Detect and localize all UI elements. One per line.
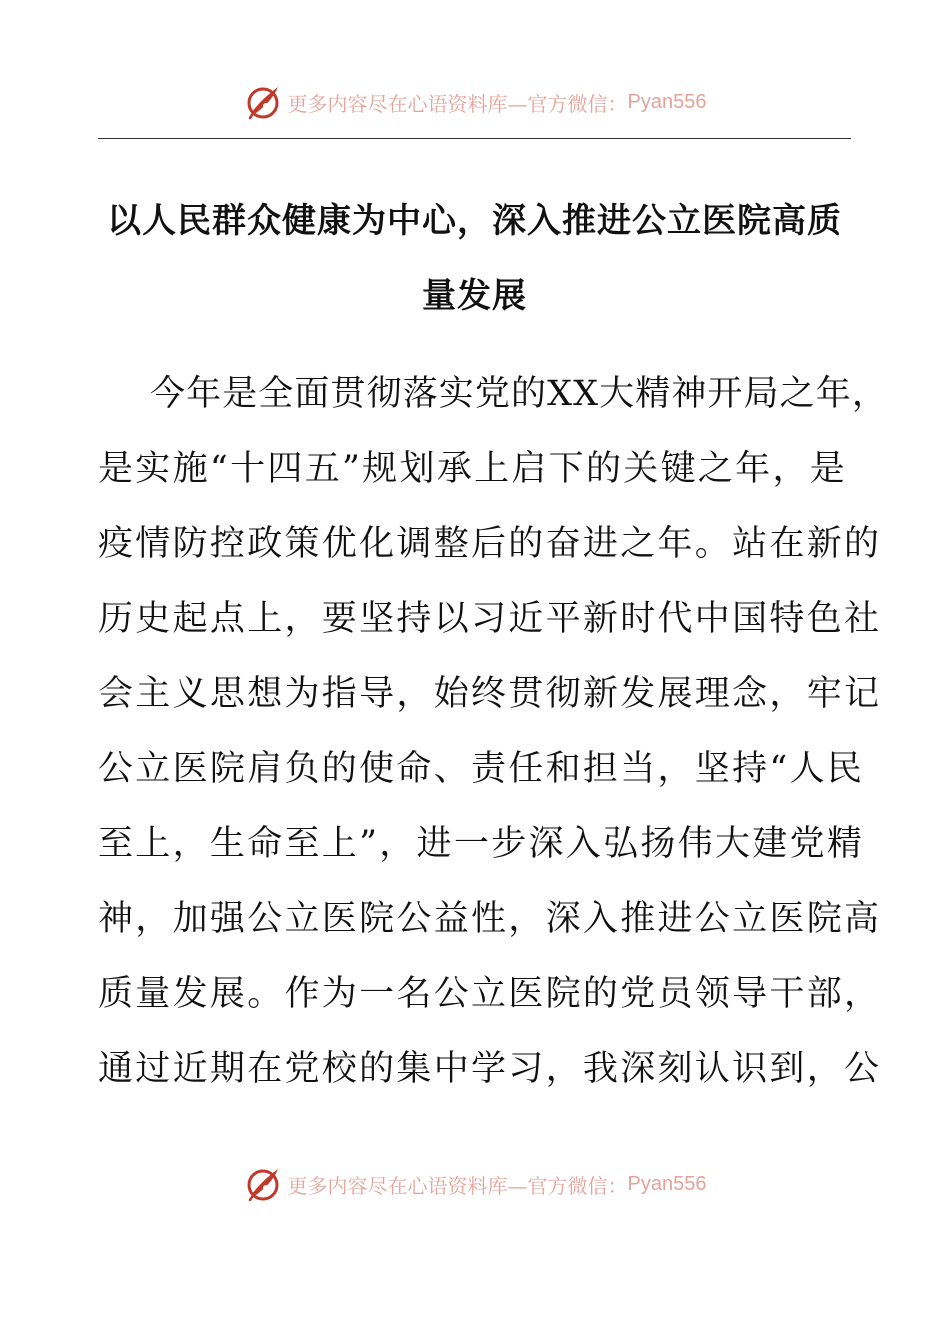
- paragraph-line: 历史起点上，要坚持以习近平新时代中国特色社: [98, 599, 882, 639]
- paragraph-line: 公立医院肩负的使命、责任和担当，坚持“人民: [98, 749, 865, 789]
- quill-pen-logo-icon: [244, 82, 284, 122]
- body-paragraph: [98, 357, 888, 1107]
- watermark-text: 更多内容尽在心语资料库—官方微信：: [287, 91, 628, 116]
- header-watermark: [0, 80, 950, 124]
- paragraph-line: 疫情防控政策优化调整后的奋进之年。站在新的: [98, 524, 882, 564]
- title-line: 量发展: [422, 276, 527, 316]
- watermark-wechat-id: Pyan556: [627, 1172, 707, 1195]
- watermark-wechat-id: Pyan556: [627, 90, 707, 113]
- paragraph-line: 是实施“十四五”规划承上启下的关键之年，是: [98, 449, 848, 489]
- paragraph-line: 会主义思想为指导，始终贯彻新发展理念，牢记: [98, 674, 882, 714]
- paragraph-line: 神，加强公立医院公益性，深入推进公立医院高: [98, 899, 882, 939]
- quill-pen-logo-icon: [244, 1164, 284, 1204]
- header-divider: [98, 138, 851, 139]
- title-line: 以人民群众健康为中心，深入推进公立医院高质: [107, 201, 842, 241]
- paragraph-line: 通过近期在党校的集中学习，我深刻认识到，公: [98, 1049, 882, 1089]
- document-title: [98, 184, 851, 334]
- paragraph-line: 至上，生命至上”，进一步深入弘扬伟大建党精: [98, 824, 865, 864]
- paragraph-line: 今年是全面贯彻落实党的XX大精神开局之年，: [150, 374, 888, 414]
- footer-watermark: [0, 1162, 950, 1206]
- watermark-text: 更多内容尽在心语资料库—官方微信：: [287, 1173, 628, 1198]
- paragraph-line: 质量发展。作为一名公立医院的党员领导干部，: [98, 974, 882, 1014]
